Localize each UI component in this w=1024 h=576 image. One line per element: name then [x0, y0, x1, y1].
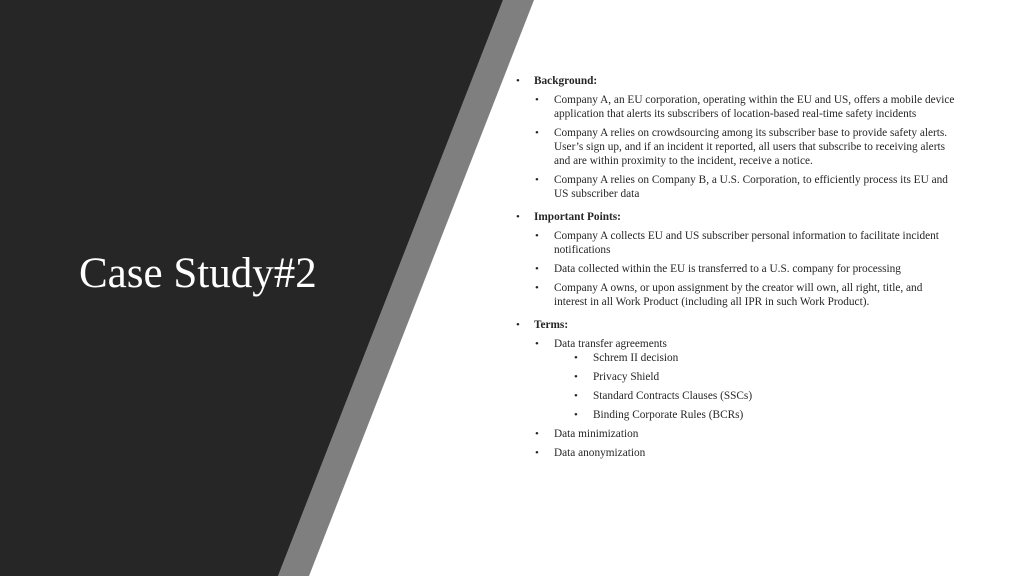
bullet: • — [535, 263, 539, 275]
bullet: • — [574, 390, 578, 402]
sub-list-item-text: Schrem II decision — [593, 352, 679, 364]
list-item — [516, 173, 956, 201]
bullet: • — [574, 409, 578, 421]
section-heading: Important Points: — [534, 211, 621, 223]
section-terms — [516, 318, 956, 460]
section-heading: Background: — [534, 75, 598, 87]
item-list — [516, 229, 956, 309]
list-item — [516, 126, 956, 168]
bullet: • — [574, 371, 578, 383]
list-item-text: Data anonymization — [554, 447, 646, 459]
content-area — [516, 74, 956, 469]
bullet: • — [516, 75, 520, 87]
item-list — [516, 93, 956, 201]
sub-list-item — [516, 370, 956, 384]
sub-list-item — [516, 408, 956, 422]
list-item — [516, 229, 956, 257]
section-heading: Terms: — [534, 319, 569, 331]
list-item — [516, 446, 956, 460]
sub-list-item-text: Privacy Shield — [593, 371, 660, 383]
bullet: • — [535, 428, 539, 440]
sub-list-item-text: Binding Corporate Rules (BCRs) — [593, 409, 744, 421]
list-item-text: Company A relies on crowdsourcing among its subscriber base to provide safety alerts. User’s sign up, and if an incident it reported, all users that subscribe to receiving alerts and are within proximity to the incident, receive a notice. — [554, 127, 948, 167]
list-item — [516, 281, 956, 309]
bullet: • — [574, 352, 578, 364]
item-list — [516, 337, 956, 460]
section-important-points — [516, 210, 956, 309]
list-item-text: Company A owns, or upon assignment by the creator will own, all right, title, and interest in all Work Product (including all IPR in such Work Product). — [554, 282, 923, 308]
list-item — [516, 93, 956, 121]
sub-list-item-text: Standard Contracts Clauses (SSCs) — [593, 390, 753, 402]
list-item-text: Data collected within the EU is transferred to a U.S. company for processing — [554, 263, 901, 275]
section — [516, 210, 956, 309]
list-item-text: Data minimization — [554, 428, 639, 440]
list-item — [516, 427, 956, 441]
bullet: • — [535, 174, 539, 186]
bullet: • — [535, 127, 539, 139]
list-item — [516, 337, 956, 422]
bullet: • — [516, 319, 520, 331]
section-background — [516, 74, 956, 201]
sub-item-list — [516, 351, 956, 422]
bullet: • — [535, 338, 539, 350]
list-item-text: Data transfer agreements — [554, 338, 667, 350]
list-item-text: Company A, an EU corporation, operating within the EU and US, offers a mobile device application that alerts its subscribers of location-based real-time safety incidents — [554, 94, 955, 120]
sub-list-item — [516, 389, 956, 403]
list-item-text: Company A collects EU and US subscriber personal information to facilitate incident notifications — [554, 230, 939, 256]
list-item-text: Company A relies on Company B, a U.S. Corporation, to efficiently process its EU and US subscriber data — [554, 174, 948, 200]
section — [516, 318, 956, 460]
bullet: • — [535, 447, 539, 459]
sub-list-item — [516, 351, 956, 365]
bullet: • — [535, 230, 539, 242]
bullet: • — [535, 282, 539, 294]
list-item — [516, 262, 956, 276]
bullet: • — [516, 211, 520, 223]
slide-title: Case Study#2 — [79, 250, 317, 297]
section — [516, 74, 956, 201]
bullet: • — [535, 94, 539, 106]
